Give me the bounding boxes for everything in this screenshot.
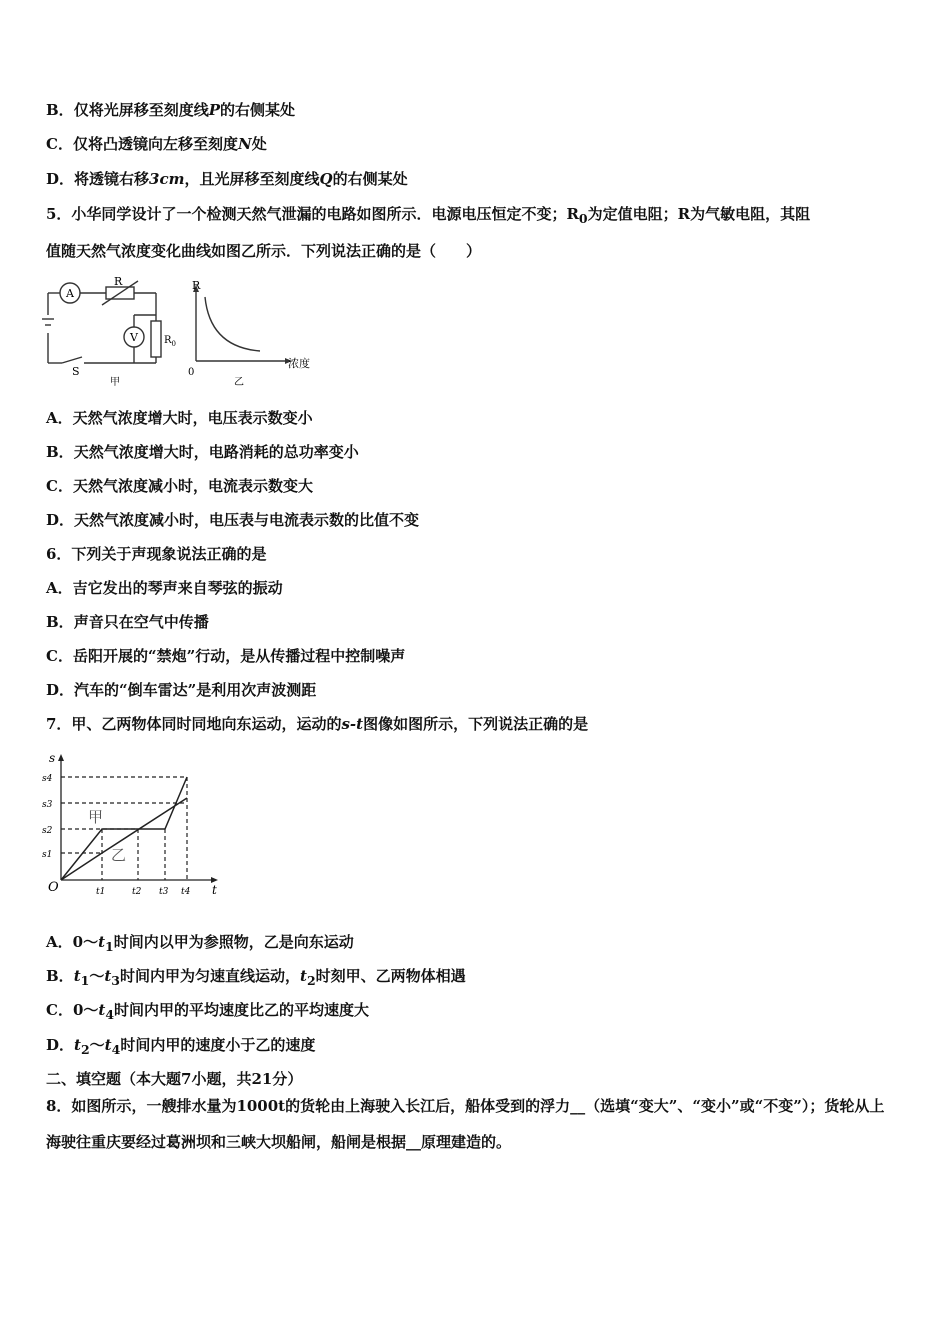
q5-figure <box>38 275 338 390</box>
ammeter-label: A <box>66 287 74 300</box>
axis-s-label: s <box>49 751 56 765</box>
line-jia <box>61 777 187 880</box>
q7-st-graph <box>40 748 230 898</box>
q5-option-c: C．天然气浓度减小时，电流表示数变大 <box>46 477 313 495</box>
q5-stem-line2: 值随天然气浓度变化曲线如图乙所示．下列说法正确的是（ ） <box>46 242 482 260</box>
origin-label: O <box>48 880 59 895</box>
fig-jia-label: 甲 <box>110 377 120 388</box>
q7-option-d: D．$t_2\sim t_4$时间内甲的速度小于乙的速度 <box>46 1036 316 1057</box>
q8-text: 8．如图所示，一艘排水量为1000t的货轮由上海驶入长江后，船体受到的浮力__（选填“变大”、“变小”或“不变”）；货轮从上海驶往重庆要经过葛洲坝和三峡大坝船闸，船闸是根据__原理建造的。 <box>46 1097 885 1151</box>
q6-stem: 6．下列关于声现象说法正确的是 <box>46 545 267 563</box>
fig-yi-label: 乙 <box>234 377 244 388</box>
q5-option-b: B．天然气浓度增大时，电路消耗的总功率变小 <box>46 443 359 461</box>
graph-origin-label: 0 <box>188 367 195 378</box>
q5-stem-line1: 5．小华同学设计了一个检测天然气泄漏的电路如图所示．电源电压恒定不变；$R_0$为定值电阻；R为气敏电阻，其阻 <box>46 205 811 226</box>
q7-option-b: B．$t_1\sim t_3$时间内甲为匀速直线运动，$t_2$时刻甲、乙两物体相遇 <box>46 967 466 988</box>
axis-t-label: t <box>212 883 217 897</box>
ytick-s4: s4 <box>42 774 53 784</box>
ytick-s3: s3 <box>42 800 53 810</box>
ytick-s1: s1 <box>42 850 53 860</box>
q6-option-d: D．汽车的“倒车雷达”是利用次声波测距 <box>46 681 317 699</box>
ytick-s2: s2 <box>42 826 53 836</box>
q5-option-a: A．天然气浓度增大时，电压表示数变小 <box>46 409 313 427</box>
q7-stem: 7．甲、乙两物体同时同地向东运动，运动的s-t图像如图所示，下列说法正确的是 <box>46 715 589 733</box>
q6-option-a: A．吉它发出的琴声来自琴弦的振动 <box>46 579 283 597</box>
q4-option-b: B．仅将光屏移至刻度线P的右侧某处 <box>46 101 295 119</box>
q4-option-d: D．将透镜右移3cm，且光屏移至刻度线Q的右侧某处 <box>46 170 408 188</box>
graph-x-label: 浓度 <box>288 357 310 370</box>
voltmeter-label: V <box>130 331 138 344</box>
switch-label: S <box>72 365 80 378</box>
q6-option-b: B．声音只在空气中传播 <box>46 613 209 631</box>
q6-option-c: C．岳阳开展的“禁炮”行动，是从传播过程中控制噪声 <box>46 647 406 665</box>
label-jia: 甲 <box>88 808 104 826</box>
section-heading: 二、填空题（本大题7小题，共21分） <box>46 1070 303 1088</box>
q4-option-c: C．仅将凸透镜向左移至刻度N处 <box>46 135 267 153</box>
resistor-r-label: R <box>114 275 123 288</box>
xtick-t1: t1 <box>96 887 106 897</box>
xtick-t3: t3 <box>159 887 169 897</box>
q7-option-c: C．$0\sim t_4$时间内甲的平均速度比乙的平均速度大 <box>46 1001 370 1022</box>
resistor-r0-label: $R_0$ <box>164 335 176 348</box>
label-yi: 乙 <box>111 846 127 864</box>
xtick-t2: t2 <box>132 887 142 897</box>
q5-option-d: D．天然气浓度减小时，电压表与电流表示数的比值不变 <box>46 511 420 529</box>
xtick-t4: t4 <box>181 887 191 897</box>
graph-y-label: R <box>192 279 201 292</box>
q7-option-a: A．$0\sim t_1$时间内以甲为参照物，乙是向东运动 <box>46 933 354 954</box>
line-yi <box>61 798 187 880</box>
